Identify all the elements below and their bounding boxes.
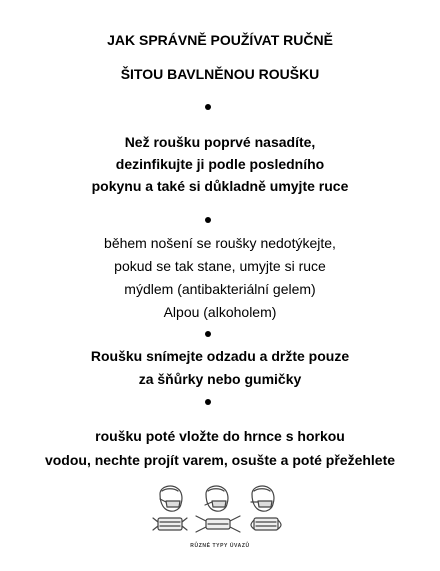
step2-line-4: Alpou (alkoholem)	[163, 304, 277, 320]
step1-line-1: Než roušku poprvé nasadíte,	[124, 134, 316, 150]
bullet-1	[205, 104, 211, 110]
title-line-2: ŠITOU BAVLNĚNOU ROUŠKU	[120, 66, 320, 82]
step1-line-2: dezinfikujte ji podle posledního	[115, 156, 325, 172]
bullet-4	[205, 399, 211, 405]
step2-line-1: během nošení se roušky nedotýkejte,	[104, 235, 336, 251]
illustration-caption: RŮZNÉ TYPY ÚVAZŮ	[190, 543, 250, 549]
bullet-3	[205, 331, 211, 337]
title-line-1: JAK SPRÁVNĚ POUŽÍVAT RUČNĚ	[107, 32, 333, 48]
step4-line-1: roušku poté vložte do hrnce s horkou	[95, 428, 345, 444]
step3-line-1: Roušku snímejte odzadu a držte pouze	[90, 348, 350, 364]
step2-line-3: mýdlem (antibakteriální gelem)	[124, 281, 316, 297]
step1-line-3: pokynu a také si důkladně umyjte ruce	[91, 178, 349, 194]
face-mask-tying-types-icon	[150, 482, 290, 552]
bullet-2	[205, 217, 211, 223]
step2-line-2: pokud se tak stane, umyjte si ruce	[114, 258, 326, 274]
step4-line-2: vodou, nechte projít varem, osušte a poté přežehlete	[44, 452, 396, 468]
step3-line-2: za šňůrky nebo gumičky	[138, 371, 302, 387]
